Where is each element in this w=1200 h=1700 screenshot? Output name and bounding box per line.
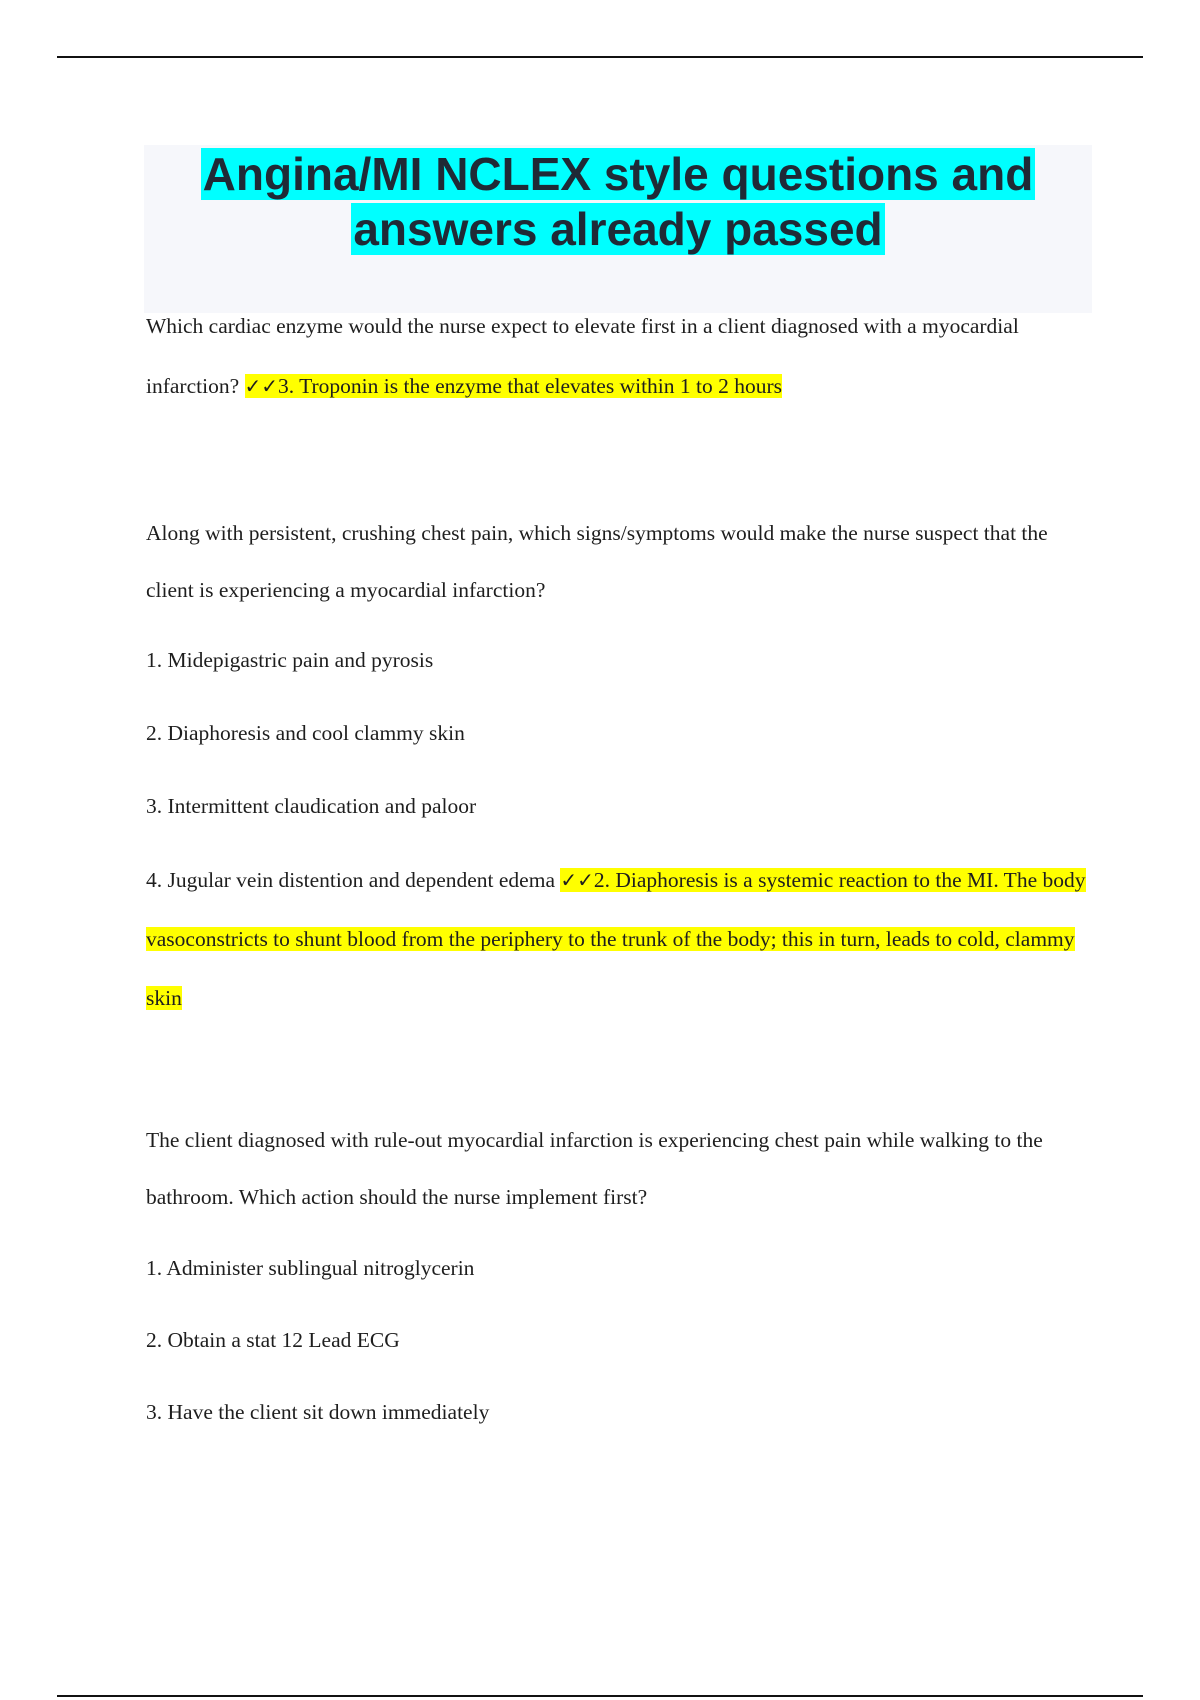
answer-2-text: 2. Diaphoresis is a systemic reaction to the MI. The body vasoconstricts to shunt blood from the periphery to the trunk of the body; this in turn, leads to cold, clammy skin <box>146 868 1086 1010</box>
q2-option-4-with-answer <box>146 851 1096 1028</box>
title-line-1: Angina/MI NCLEX style questions and <box>202 148 1034 200</box>
question-3 <box>146 1112 1096 1226</box>
top-rule <box>57 56 1143 58</box>
title-line-2: answers already passed <box>353 203 883 255</box>
q3-option-3: 3. Have the client sit down immediately <box>146 1400 490 1424</box>
document-title <box>144 147 1092 257</box>
answer-1-text: 3. Troponin is the enzyme that elevates within 1 to 2 hours <box>278 374 783 398</box>
q2-option-1: 1. Midepigastric pain and pyrosis <box>146 648 434 672</box>
question-1-text: Which cardiac enzyme would the nurse expect to elevate first in a client diagnosed with a myocardial infarction? <box>146 314 1019 398</box>
q2-option-4: 4. Jugular vein distention and dependent edema <box>146 868 555 892</box>
question-1 <box>146 296 1096 416</box>
q3-option-1: 1. Administer sublingual nitroglycerin <box>146 1256 475 1280</box>
question-3-text: The client diagnosed with rule-out myocardial infarction is experiencing chest pain while walking to the bathroom. Which action should the nurse implement first? <box>146 1128 1043 1209</box>
q3-option-2: 2. Obtain a stat 12 Lead ECG <box>146 1328 400 1352</box>
q2-option-3: 3. Intermittent claudication and paloor <box>146 794 477 818</box>
double-check-icon: ✓✓ <box>244 374 279 398</box>
question-2 <box>146 505 1096 619</box>
bottom-rule <box>57 1695 1143 1697</box>
double-check-icon: ✓✓ <box>560 868 594 892</box>
title-block <box>144 145 1092 313</box>
question-2-text: Along with persistent, crushing chest pain, which signs/symptoms would make the nurse suspect that the client is experiencing a myocardial infarction? <box>146 521 1048 602</box>
q2-option-2: 2. Diaphoresis and cool clammy skin <box>146 721 465 745</box>
answer-1 <box>245 374 783 398</box>
